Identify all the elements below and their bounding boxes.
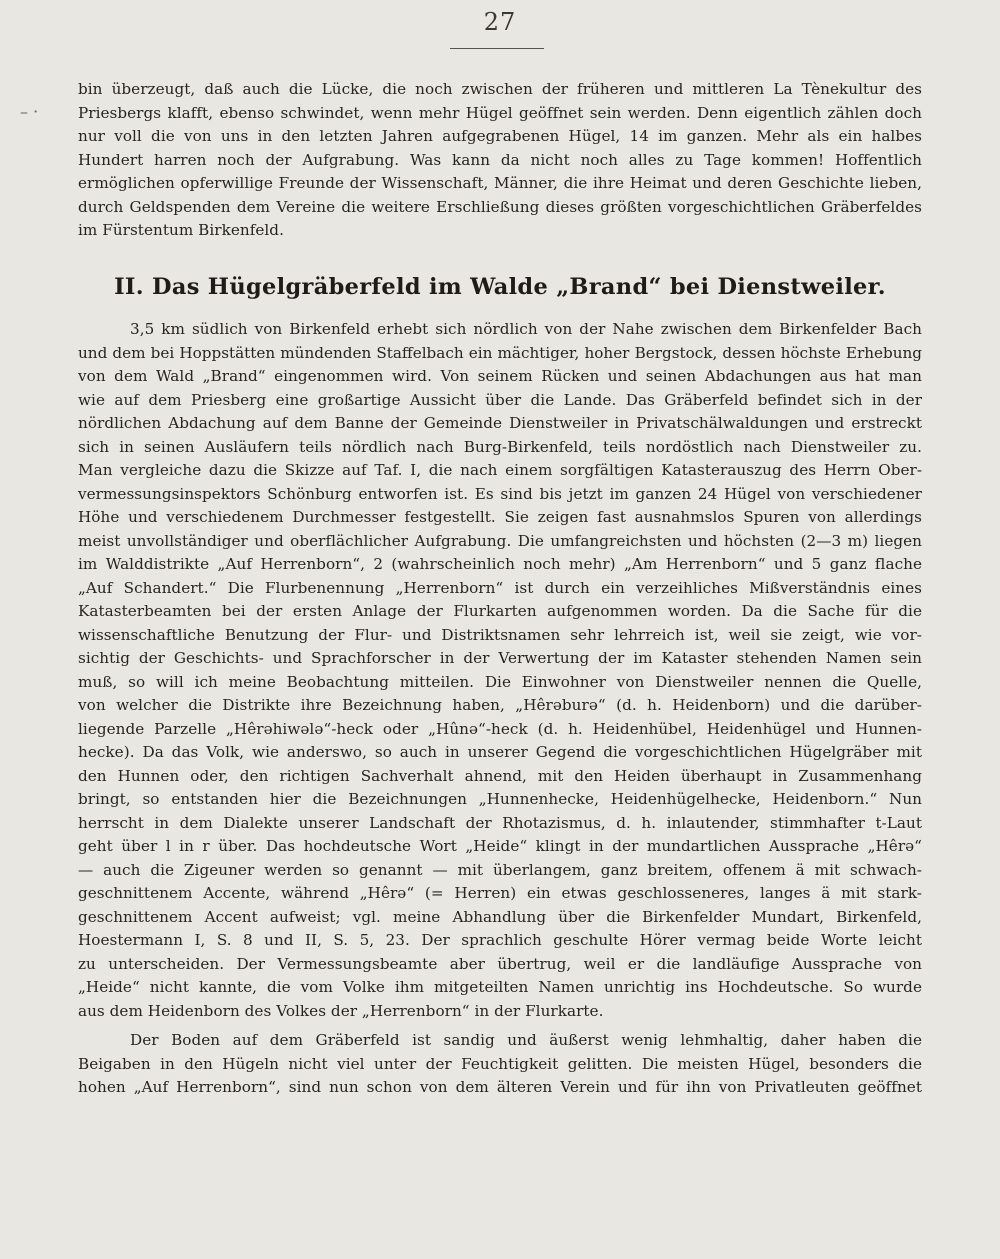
text-line: sichtig der Geschichts- und Sprachforscher in der Verwertung der im Kataster stehenden Namen sein [78, 649, 922, 667]
text-line: vermessungsinspektors Schönburg entworfen ist. Es sind bis jetzt im ganzen 24 Hügel von verschiedener [78, 484, 922, 503]
text-line: Priesbergs klafft, ebenso schwindet, wenn mehr Hügel geöffnet sein werden. Denn eigentlich zählen doch [78, 103, 922, 122]
text-line: wissenschaftliche Benutzung der Flur- und Distriktsnamen sehr lehrreich ist, weil sie zeigt, wie vor- [78, 625, 922, 644]
text-line: von dem Wald „Brand“ eingenommen wird. Von seinem Rücken und seinen Abdachungen aus hat man [78, 367, 922, 385]
text-line: den Hunnen oder, den richtigen Sachverhalt ahnend, mit den Heiden überhaupt in Zusammenhang [78, 766, 922, 785]
text-line: 3,5 km südlich von Birkenfeld erhebt sich nördlich von der Nahe zwischen dem Birkenfelder Bach [130, 320, 922, 338]
text-line: aus dem Heidenborn des Volkes der „Herrenborn“ in der Flurkarte. [78, 1001, 604, 1020]
text-line: „Heide“ nicht kannte, die vom Volke ihm mitgeteilten Namen unrichtig ins Hochdeutsche. So wurde [78, 978, 922, 996]
text-line: bin überzeugt, daß auch die Lücke, die noch zwischen der früheren und mittleren La Tènekultur des [78, 80, 922, 98]
paragraph-main [78, 318, 922, 1023]
page-number-rule [450, 48, 544, 49]
page-number: 27 [483, 8, 517, 36]
paragraph-continuation [78, 78, 922, 243]
text-line: geht über l in r über. Das hochdeutsche Wort „Heide“ klingt in der mundartlichen Aussprache „Hêrə“ [78, 837, 922, 855]
paragraph-soil [78, 1029, 922, 1100]
text-line: Höhe und verschiedenem Durchmesser festgestellt. Sie zeigen fast ausnahmslos Spuren von allerdings [78, 508, 922, 526]
text-line: im Walddistrikte „Auf Herrenborn“, 2 (wahrscheinlich noch mehr) „Am Herrenborn“ und 5 ganz flache [78, 555, 922, 573]
text-line: liegende Parzelle „Hêrəhiwələ“-heck oder „Hûnə“-heck (d. h. Heidenhübel, Heidenhügel und Hunnen- [78, 719, 922, 738]
text-line: durch Geldspenden dem Vereine die weitere Erschließung dieses größten vorgeschichtlichen Gräberfeldes [78, 197, 922, 216]
text-line: Hundert harren noch der Aufgrabung. Was kann da nicht noch alles zu Tage kommen! Hoffentlich [78, 150, 922, 169]
text-line: Katasterbeamten bei der ersten Anlage der Flurkarten aufgenommen worden. Da die Sache für die [78, 602, 922, 620]
text-line: im Fürstentum Birkenfeld. [78, 221, 284, 239]
text-line: von welcher die Distrikte ihre Bezeichnung haben, „Hêrəburə“ (d. h. Heidenborn) und die darüber- [78, 696, 922, 714]
text-line: bringt, so entstanden hier die Bezeichnungen „Hunnenhecke, Heidenhügelhecke, Heidenborn.“ Nun [78, 790, 922, 808]
text-line: nördlichen Abdachung auf dem Banne der Gemeinde Dienstweiler in Privatschälwaldungen und erstreckt [78, 414, 922, 432]
text-line: meist unvollständiger und oberflächlicher Aufgrabung. Die umfangreichsten und höchsten (2—3 m) liegen [78, 531, 922, 550]
text-line: — auch die Zigeuner werden so genannt — mit überlangem, ganz breitem, offenem ä mit schwach- [78, 860, 922, 879]
text-line: nur voll die von uns in den letzten Jahren aufgegrabenen Hügel, 14 im ganzen. Mehr als ein halbes [78, 127, 922, 145]
margin-mark: – · [20, 102, 39, 121]
text-line: hecke). Da das Volk, wie anderswo, so auch in unserer Gegend die vorgeschichtlichen Hügelgräber mit [78, 743, 922, 761]
text-line: Beigaben in den Hügeln nicht viel unter der Feuchtigkeit gelitten. Die meisten Hügel, besonders die [78, 1054, 922, 1073]
text-line: Hoestermann I, S. 8 und II, S. 5, 23. Der sprachlich geschulte Hörer vermag beide Worte leicht [78, 931, 922, 949]
text-line: und dem bei Hoppstätten mündenden Staffelbach ein mächtiger, hoher Bergstock, dessen höchste Erhebung [78, 343, 922, 362]
text-line: sich in seinen Ausläufern teils nördlich nach Burg-Birkenfeld, teils nordöstlich nach Dienstweiler zu. [78, 437, 922, 456]
text-line: Der Boden auf dem Gräberfeld ist sandig und äußerst wenig lehmhaltig, daher haben die [130, 1031, 922, 1049]
text-line: geschnittenem Accente, während „Hêrə“ (= Herren) ein etwas geschlosseneres, langes ä mit stark- [78, 884, 922, 902]
text-line: zu unterscheiden. Der Vermessungsbeamte aber übertrug, weil er die landläufige Aussprache von [78, 954, 922, 973]
text-line: muß, so will ich meine Beobachtung mitteilen. Die Einwohner von Dienstweiler nennen die Quelle, [78, 672, 922, 691]
text-line: Man vergleiche dazu die Skizze auf Taf. I, die nach einem sorgfältigen Katasterauszug des Herrn Ober- [78, 461, 922, 479]
text-line: wie auf dem Priesberg eine großartige Aussicht über die Lande. Das Gräberfeld befindet sich in der [78, 390, 922, 409]
section-heading: II. Das Hügelgräberfeld im Walde „Brand“ bei Dienstweiler. [114, 274, 886, 300]
text-line: ermöglichen opferwillige Freunde der Wissenschaft, Männer, die ihre Heimat und deren Geschichte lieben, [78, 174, 922, 192]
text-line: hohen „Auf Herrenborn“, sind nun schon von dem älteren Verein und für ihn von Privatleuten geöffnet [78, 1078, 922, 1096]
text-line: geschnittenem Accent aufweist; vgl. meine Abhandlung über die Birkenfelder Mundart, Birkenfeld, [78, 907, 922, 926]
text-line: herrscht in dem Dialekte unserer Landschaft der Rhotazismus, d. h. inlautender, stimmhafter t-Laut [78, 813, 922, 832]
text-line: „Auf Schandert.“ Die Flurbenennung „Herrenborn“ ist durch ein verzeihliches Mißverständnis eines [78, 578, 922, 597]
